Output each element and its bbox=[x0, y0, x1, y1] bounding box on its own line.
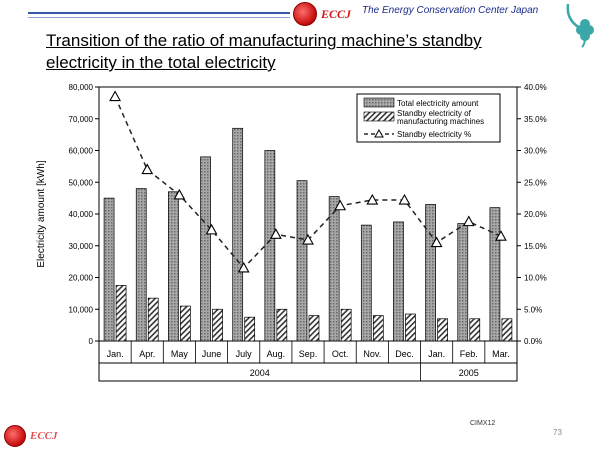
chart-legend bbox=[357, 94, 500, 142]
legend-percent-label: Standby electricity % bbox=[397, 130, 472, 139]
bar-total bbox=[265, 151, 275, 342]
y-tick-label: 50,000 bbox=[68, 178, 93, 188]
y-tick-label: 30,000 bbox=[68, 241, 93, 251]
bar-standby bbox=[309, 316, 319, 341]
x-tick-label: July bbox=[235, 349, 252, 359]
bar-total bbox=[361, 225, 371, 341]
legend-standby-line1: Standby electricity of bbox=[397, 109, 471, 118]
legend-swatch-standby bbox=[364, 112, 394, 121]
y-tick-label: 60,000 bbox=[68, 146, 93, 156]
bar-total bbox=[329, 197, 339, 341]
bar-total bbox=[426, 204, 436, 341]
x-tick-label: Aug. bbox=[266, 349, 286, 359]
bar-total bbox=[393, 222, 403, 341]
line-point-triangle bbox=[110, 92, 120, 101]
bar-total bbox=[136, 189, 146, 341]
bar-standby bbox=[405, 314, 415, 341]
x-tick-label: Sep. bbox=[298, 349, 318, 359]
legend-standby-line2: manufacturing machines bbox=[397, 117, 485, 126]
bar-total bbox=[297, 181, 307, 341]
line-point-triangle bbox=[142, 165, 152, 174]
org-name: The Energy Conservation Center Japan bbox=[362, 5, 539, 16]
bar-total bbox=[490, 208, 500, 341]
x-tick-label: Jan. bbox=[106, 349, 124, 359]
bar-standby bbox=[213, 309, 223, 341]
bar-standby bbox=[277, 309, 287, 341]
legend-swatch-total bbox=[364, 98, 394, 107]
y-right-tick-label: 30.0% bbox=[524, 146, 547, 156]
bar-standby bbox=[116, 285, 126, 341]
y-tick-label: 40,000 bbox=[68, 210, 93, 219]
footer-emblem-icon bbox=[4, 425, 26, 447]
bar-standby bbox=[148, 298, 158, 341]
slide-title: Transition of the ratio of manufacturing machine’s standby electricity in the total electricity bbox=[46, 31, 482, 72]
legend-total-label: Total electricity amount bbox=[397, 99, 479, 108]
y-tick-label: 10,000 bbox=[68, 305, 93, 315]
y-right-tick-label: 0.0% bbox=[524, 337, 543, 346]
x-tick-label: Feb. bbox=[459, 349, 478, 359]
y-right-tick-label: 25.0% bbox=[524, 178, 547, 188]
y-right-tick-label: 15.0% bbox=[524, 241, 547, 251]
y-right-tick-label: 10.0% bbox=[524, 273, 547, 283]
category-frame bbox=[99, 341, 517, 381]
y-right-tick-label: 20.0% bbox=[524, 210, 547, 219]
year-label: 2005 bbox=[458, 368, 479, 378]
x-tick-label: June bbox=[201, 349, 222, 359]
bar-standby bbox=[245, 317, 255, 341]
line-point-triangle bbox=[464, 217, 474, 226]
bar-standby bbox=[341, 309, 351, 341]
y-axis-label: Electricity amount [kWh] bbox=[36, 160, 47, 268]
x-tick-label: Oct. bbox=[331, 349, 349, 359]
bar-standby bbox=[180, 306, 190, 341]
bar-total bbox=[458, 224, 468, 341]
bar-standby bbox=[438, 319, 448, 341]
year-label: 2004 bbox=[249, 368, 270, 378]
bar-total bbox=[233, 128, 243, 341]
x-tick-label: Apr. bbox=[139, 349, 156, 359]
y-right-tick-label: 5.0% bbox=[524, 305, 543, 315]
eccj-logo-text: ECCJ bbox=[321, 6, 352, 21]
y-tick-label: 20,000 bbox=[68, 273, 93, 283]
x-tick-label: May bbox=[170, 349, 188, 359]
bar-total bbox=[201, 157, 211, 341]
slide-id: CIMX12 bbox=[470, 420, 496, 427]
bar-standby bbox=[373, 316, 383, 341]
bar-standby bbox=[502, 319, 512, 341]
x-tick-label: Mar. bbox=[492, 349, 510, 359]
legend-standby-label bbox=[397, 109, 484, 126]
x-tick-label: Dec. bbox=[395, 349, 414, 359]
y-tick-label: 0 bbox=[88, 337, 93, 346]
bar-standby bbox=[470, 319, 480, 341]
footer-logo-text: ECCJ bbox=[30, 430, 58, 442]
y-tick-label: 80,000 bbox=[68, 83, 93, 92]
x-tick-label: Nov. bbox=[363, 349, 382, 359]
x-tick-label: Jan. bbox=[428, 349, 446, 359]
bar-total bbox=[104, 198, 114, 341]
bar-total bbox=[168, 192, 178, 341]
y-tick-label: 70,000 bbox=[68, 114, 93, 124]
footer-logo bbox=[4, 425, 58, 447]
y-right-tick-label: 35.0% bbox=[524, 114, 547, 124]
page-number: 73 bbox=[553, 428, 562, 437]
y-right-tick-label: 40.0% bbox=[524, 83, 547, 92]
